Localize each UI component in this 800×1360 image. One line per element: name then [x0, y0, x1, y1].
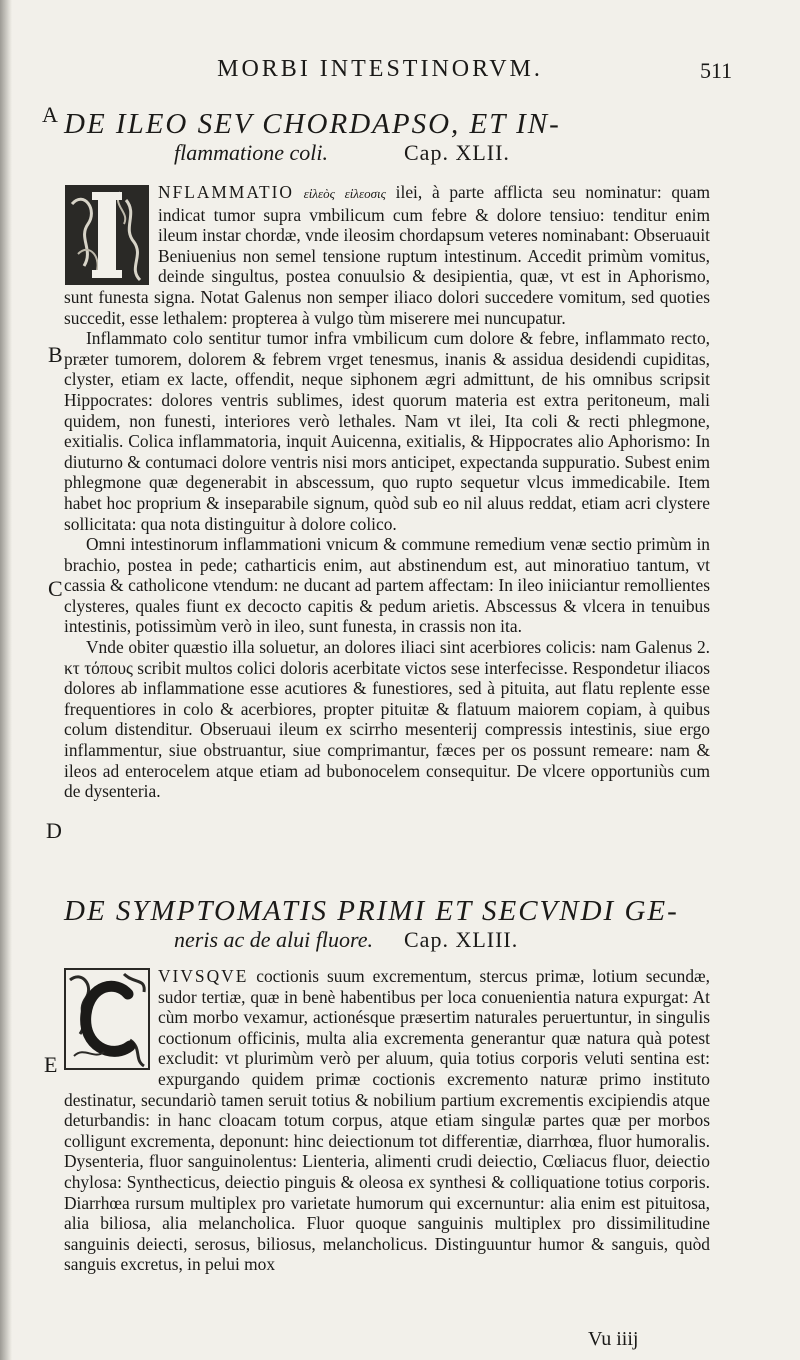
chapter-42-paragraph-3: Omni intestinorum inflammationi vnicum & commune remedium venæ sectio primùm in brachio, postea in pede; catharticis enim, aut abstinendum est, aut minoratiuo tantum, vt cassia & catholicone vtendum: ne ducant ad partem affectam: In ileo iniiciantur remollientes clysteres, quales fiunt ex decocto capitis & pedum arietis. Abscessus & vlcera in tenuibus intestinis, potissimùm verò in ileo, sunt funesta, in crassis non ita.	[64, 534, 710, 637]
chapter-42-number: Cap. XLII.	[404, 140, 510, 165]
decorated-initial-c-icon	[64, 968, 150, 1070]
chapter-43-paragraph-1-text: coctionis suum excrementum, stercus primæ, lotium secundæ, sudor tertiæ, quæ in benè habentibus per loca conuenientia natura expurgat: At cùm morbo vexamur, actionésque præsertim naturales peruertuntur, in singulis coctionum officinis, multa alia excrementa generantur quæ natura quà potest excludit: vt plurimùm verò per aluum, quia totius corporis veluti sentina est: expurgando quidem primæ coctionis excremento naturæ primo instituto destinatur, secundariò tamen seruit totius & nobilium partium excrementis excipiendis atque deturbandis: in hanc cloacam totum corpus, atque etiam singulæ partes quæ per morbos colligunt excrementa, deponunt: hinc deiectionum tot differentiæ, diarrhœa, fluor humoralis. Dysenteria, fluor sanguinolentus: Lienteria, alimenti crudi deiectio, Cœliacus fluor, deiectio chylosa: Synthecticus, deiectio pinguis & oleosa ex synthesi & colliquatione totius corporis. Diarrhœa rursum multiplex pro varietate humorum qui excernuntur: alia enim est pituitosa, alia biliosa, alia melancholica. Fluor quoque sanguinis multiplex pro dissimilitudine sanguinis deiecti, serosus, biliosus, melancholicus. Distinguuntur humor & sanguis, quòd sanguis excretus, in pelui mox	[64, 966, 710, 1275]
decorated-initial-i-icon	[64, 184, 150, 286]
chapter-42-paragraph-4: Vnde obiter quæstio illa soluetur, an dolores iliaci sint acerbiores colicis: nam Galenus 2. κτ τόπους scribit multos colici doloris acerbitate victos sese interfecisse. Respondetur iliacos dolores ab inflammatione esse acutiores & funestiores, sed à pituita, aut flatu replente esse frequentiores in colo & acerbiores, propter pituitæ & flatuum maiorem copiam, à quibus colum distenditur. Obseruaui ileum ex scirrho mesenterij compressis intestinis, siue ergo inflammentur, siue obstruantur, siue comprimantur, fæces per os possunt remeare: nam & ileos ad enterocelem atque etiam ad bubonocelem consequitur. De vlcere opportuniùs cum de dysenteria.	[64, 637, 710, 802]
chapter-42-title: DE ILEO SEV CHORDAPSO, ET IN-	[64, 108, 561, 140]
chapter-42-paragraph-1	[64, 182, 710, 328]
signature-mark: Vu iiij	[588, 1328, 639, 1350]
chapter-42-paragraph-1-text: ilei, à parte afflicta seu nominatur: quam indicat tumor supra vmbilicum cum febre & dolore tensiuo: tenditur enim ileum instar chordæ, vnde ileosim chordapsum veteres nominabant: Obseruauit Beniuenius non semel tensione ruptum intestinum. Accedit primùm vomitus, deinde singultus, postea conuulsio & desipientia, quæ, vt est in Aphorismo, sunt funesta signa. Notat Galenus non semper iliaco dolori succedere vomitum, sed quoties succedit, esse lethalem: propterea à vulgo tùm miserere mei nuncupatur.	[64, 182, 710, 328]
chapter-43-subtitle-row	[64, 927, 714, 957]
chapter-42-initial-word: NFLAMMATIO	[158, 182, 294, 202]
chapter-42-subtitle: flammatione coli.	[174, 140, 328, 165]
chapter-43-number: Cap. XLIII.	[404, 927, 519, 952]
greek-term-eileos: εἰλεὸς	[303, 186, 335, 201]
chapter-43-body	[64, 966, 710, 1275]
margin-letter-b: B	[48, 342, 63, 367]
chapter-43-paragraph-1	[64, 966, 710, 1275]
page-gutter-shadow	[0, 0, 12, 1360]
chapter-42-paragraph-2: Inflammato colo sentitur tumor infra vmbilicum cum dolore & febre, inflammato recto, præter tumorem, dolorem & febrem vrget tenesmus, inanis & assidua desidendi cupiditas, clyster, etiam ex lacte, offendit, neque siphonem ægri admittunt, de his omnibus scripsit Hippocrates: dolores ventris sublimes, idest quorum materia est extra peritoneum, mali quidem, non funesti, interiores verò lethales. Nam vt ilei, Ita coli & recti phlegmone, exitialis. Colica inflammatoria, inquit Auicenna, exitialis, & Hippocrates alio Aphorismo: In diuturno & contumaci dolore ventris nisi mors anticipet, expectanda suppuratio. Subest enim phlegmone quæ degenerabit in abscessum, quo rupto sequetur vlcus immedicabile. Item habet hoc proprium & inseparabile signum, quòd sub eo nil aluus reddat, etiam acri clystere sollicitata: qua nota distinguitur à dolore colico.	[64, 328, 710, 534]
chapter-42-body	[64, 182, 710, 802]
margin-letter-a: A	[42, 102, 58, 127]
chapter-43-initial-word: VIVSQVE	[158, 966, 249, 986]
margin-letter-d: D	[46, 818, 62, 843]
page-number: 511	[700, 58, 733, 83]
chapter-43-subtitle: neris ac de alui fluore.	[174, 927, 373, 952]
margin-letter-c: C	[48, 576, 63, 601]
chapter-43-title: DE SYMPTOMATIS PRIMI ET SECVNDI GE-	[64, 895, 679, 927]
greek-term-eileosis: εἰλεοσις	[344, 186, 386, 201]
chapter-42-subtitle-row	[64, 140, 714, 170]
margin-letter-e: E	[44, 1052, 58, 1077]
running-head: MORBI INTESTINORVM.	[217, 56, 543, 82]
